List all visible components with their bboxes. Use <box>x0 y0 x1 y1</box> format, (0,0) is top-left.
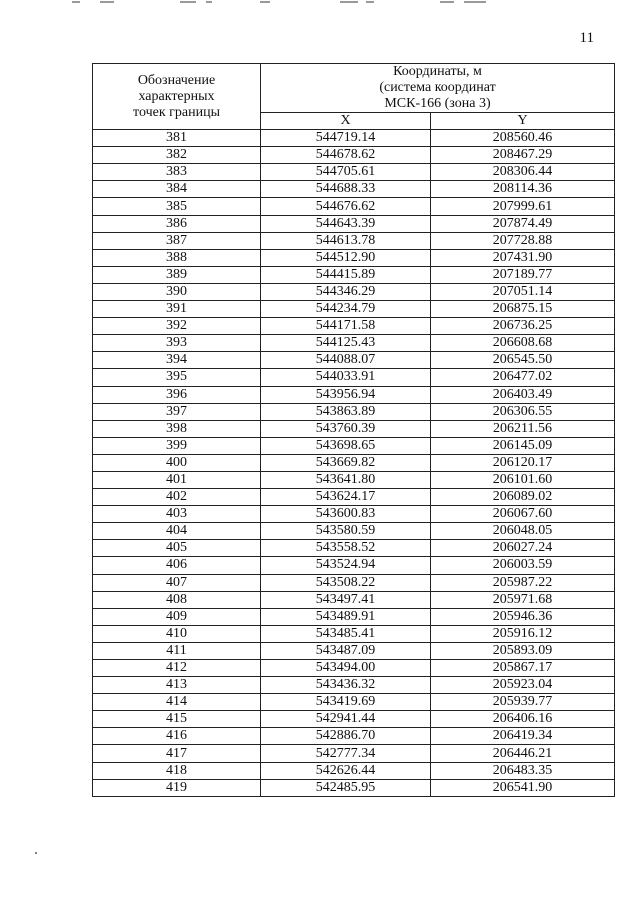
x-coordinate-cell: 543600.83 <box>261 506 431 523</box>
x-coordinate-cell: 544512.90 <box>261 249 431 266</box>
point-cell: 390 <box>93 283 261 300</box>
y-coordinate-cell: 205867.17 <box>431 660 615 677</box>
y-coordinate-cell: 206048.05 <box>431 523 615 540</box>
y-coordinate-cell: 206003.59 <box>431 557 615 574</box>
x-coordinate-cell: 544171.58 <box>261 318 431 335</box>
x-coordinate-cell: 542941.44 <box>261 711 431 728</box>
point-cell: 381 <box>93 130 261 147</box>
point-cell: 407 <box>93 574 261 591</box>
y-coordinate-cell: 206027.24 <box>431 540 615 557</box>
table-row <box>93 215 615 232</box>
y-coordinate-cell: 206145.09 <box>431 437 615 454</box>
point-cell: 397 <box>93 403 261 420</box>
table-row <box>93 608 615 625</box>
table-row <box>93 301 615 318</box>
point-cell: 387 <box>93 232 261 249</box>
point-cell: 404 <box>93 523 261 540</box>
table-row <box>93 232 615 249</box>
y-coordinate-cell: 206541.90 <box>431 779 615 796</box>
x-coordinate-cell: 543580.59 <box>261 523 431 540</box>
point-column-header <box>93 64 261 130</box>
page-number: 11 <box>579 30 594 46</box>
table-row <box>93 283 615 300</box>
point-cell: 382 <box>93 147 261 164</box>
y-coordinate-cell: 208560.46 <box>431 130 615 147</box>
point-cell: 408 <box>93 591 261 608</box>
table-row <box>93 386 615 403</box>
point-cell: 383 <box>93 164 261 181</box>
point-cell: 417 <box>93 745 261 762</box>
point-cell: 393 <box>93 335 261 352</box>
x-coordinate-cell: 543558.52 <box>261 540 431 557</box>
point-cell: 388 <box>93 249 261 266</box>
x-coordinate-cell: 543497.41 <box>261 591 431 608</box>
x-coordinate-cell: 544125.43 <box>261 335 431 352</box>
x-coordinate-cell: 544033.91 <box>261 369 431 386</box>
coordinates-header-line: МСК-166 (зона 3) <box>384 96 491 111</box>
x-coordinate-cell: 544676.62 <box>261 198 431 215</box>
table-row <box>93 420 615 437</box>
table-row <box>93 591 615 608</box>
x-column-header: X <box>261 113 431 130</box>
y-coordinate-cell: 205916.12 <box>431 625 615 642</box>
point-cell: 402 <box>93 489 261 506</box>
x-coordinate-cell: 544719.14 <box>261 130 431 147</box>
y-coordinate-cell: 207999.61 <box>431 198 615 215</box>
table-row <box>93 540 615 557</box>
x-coordinate-cell: 543641.80 <box>261 471 431 488</box>
point-cell: 391 <box>93 301 261 318</box>
table-row <box>93 711 615 728</box>
scan-speck <box>35 852 37 854</box>
point-cell: 418 <box>93 762 261 779</box>
x-coordinate-cell: 544613.78 <box>261 232 431 249</box>
x-coordinate-cell: 543487.09 <box>261 642 431 659</box>
table-row <box>93 677 615 694</box>
x-coordinate-cell: 543508.22 <box>261 574 431 591</box>
scan-edge-marks <box>60 0 580 6</box>
table-row <box>93 625 615 642</box>
x-coordinate-cell: 544088.07 <box>261 352 431 369</box>
y-coordinate-cell: 206403.49 <box>431 386 615 403</box>
point-cell: 389 <box>93 266 261 283</box>
table-row <box>93 352 615 369</box>
y-coordinate-cell: 205946.36 <box>431 608 615 625</box>
x-coordinate-cell: 543485.41 <box>261 625 431 642</box>
point-cell: 419 <box>93 779 261 796</box>
table-row <box>93 147 615 164</box>
x-coordinate-cell: 542485.95 <box>261 779 431 796</box>
coordinates-table <box>92 63 615 797</box>
x-coordinate-cell: 543624.17 <box>261 489 431 506</box>
point-header-line: характерных <box>138 88 215 104</box>
point-cell: 413 <box>93 677 261 694</box>
y-coordinate-cell: 206545.50 <box>431 352 615 369</box>
table-row <box>93 454 615 471</box>
coordinates-header-line: (система координат <box>379 80 496 95</box>
x-coordinate-cell: 543494.00 <box>261 660 431 677</box>
y-coordinate-cell: 206483.35 <box>431 762 615 779</box>
table-row <box>93 403 615 420</box>
coordinates-table-body <box>93 130 615 797</box>
table-row <box>93 249 615 266</box>
table-row <box>93 181 615 198</box>
table-row <box>93 369 615 386</box>
y-coordinate-cell: 206101.60 <box>431 471 615 488</box>
point-cell: 403 <box>93 506 261 523</box>
point-cell: 384 <box>93 181 261 198</box>
point-cell: 394 <box>93 352 261 369</box>
point-cell: 398 <box>93 420 261 437</box>
x-coordinate-cell: 543669.82 <box>261 454 431 471</box>
y-coordinate-cell: 206406.16 <box>431 711 615 728</box>
y-coordinate-cell: 206419.34 <box>431 728 615 745</box>
x-coordinate-cell: 544688.33 <box>261 181 431 198</box>
point-cell: 411 <box>93 642 261 659</box>
table-row <box>93 130 615 147</box>
point-cell: 385 <box>93 198 261 215</box>
table-row <box>93 728 615 745</box>
x-coordinate-cell: 544415.89 <box>261 266 431 283</box>
x-coordinate-cell: 543760.39 <box>261 420 431 437</box>
x-coordinate-cell: 542886.70 <box>261 728 431 745</box>
y-coordinate-cell: 205971.68 <box>431 591 615 608</box>
x-coordinate-cell: 543436.32 <box>261 677 431 694</box>
x-coordinate-cell: 542777.34 <box>261 745 431 762</box>
point-cell: 386 <box>93 215 261 232</box>
point-cell: 396 <box>93 386 261 403</box>
y-coordinate-cell: 205987.22 <box>431 574 615 591</box>
table-row <box>93 762 615 779</box>
y-coordinate-cell: 207728.88 <box>431 232 615 249</box>
y-coordinate-cell: 207431.90 <box>431 249 615 266</box>
table-row <box>93 506 615 523</box>
table-row <box>93 489 615 506</box>
x-coordinate-cell: 542626.44 <box>261 762 431 779</box>
point-cell: 401 <box>93 471 261 488</box>
point-header-line: точек границы <box>133 104 220 120</box>
x-coordinate-cell: 544705.61 <box>261 164 431 181</box>
table-row <box>93 266 615 283</box>
y-coordinate-cell: 206608.68 <box>431 335 615 352</box>
y-coordinate-cell: 206306.55 <box>431 403 615 420</box>
y-coordinate-cell: 205939.77 <box>431 694 615 711</box>
table-row <box>93 523 615 540</box>
table-row <box>93 437 615 454</box>
y-coordinate-cell: 206211.56 <box>431 420 615 437</box>
table-row <box>93 557 615 574</box>
x-coordinate-cell: 543698.65 <box>261 437 431 454</box>
point-cell: 406 <box>93 557 261 574</box>
y-coordinate-cell: 206875.15 <box>431 301 615 318</box>
table-row <box>93 694 615 711</box>
point-header-line: Обозначение <box>137 72 216 88</box>
table-row <box>93 745 615 762</box>
point-cell: 410 <box>93 625 261 642</box>
point-cell: 414 <box>93 694 261 711</box>
y-coordinate-cell: 205893.09 <box>431 642 615 659</box>
x-coordinate-cell: 544678.62 <box>261 147 431 164</box>
point-cell: 416 <box>93 728 261 745</box>
x-coordinate-cell: 543863.89 <box>261 403 431 420</box>
y-coordinate-cell: 207051.14 <box>431 283 615 300</box>
y-coordinate-cell: 206089.02 <box>431 489 615 506</box>
x-coordinate-cell: 543419.69 <box>261 694 431 711</box>
table-row <box>93 642 615 659</box>
x-coordinate-cell: 544346.29 <box>261 283 431 300</box>
x-coordinate-cell: 544234.79 <box>261 301 431 318</box>
x-coordinate-cell: 544643.39 <box>261 215 431 232</box>
y-coordinate-cell: 208306.44 <box>431 164 615 181</box>
x-coordinate-cell: 543956.94 <box>261 386 431 403</box>
y-coordinate-cell: 207189.77 <box>431 266 615 283</box>
table-row <box>93 574 615 591</box>
coordinates-header-line: Координаты, м <box>393 64 482 79</box>
point-cell: 395 <box>93 369 261 386</box>
table-row <box>93 471 615 488</box>
table-row <box>93 335 615 352</box>
y-coordinate-cell: 207874.49 <box>431 215 615 232</box>
y-coordinate-cell: 208467.29 <box>431 147 615 164</box>
table-row <box>93 660 615 677</box>
point-cell: 409 <box>93 608 261 625</box>
y-coordinate-cell: 206477.02 <box>431 369 615 386</box>
table-row <box>93 164 615 181</box>
y-coordinate-cell: 206120.17 <box>431 454 615 471</box>
table-row <box>93 779 615 796</box>
point-cell: 412 <box>93 660 261 677</box>
y-coordinate-cell: 206446.21 <box>431 745 615 762</box>
point-cell: 399 <box>93 437 261 454</box>
y-coordinate-cell: 206736.25 <box>431 318 615 335</box>
table-row <box>93 318 615 335</box>
point-cell: 392 <box>93 318 261 335</box>
point-cell: 405 <box>93 540 261 557</box>
point-cell: 400 <box>93 454 261 471</box>
table-row <box>93 198 615 215</box>
coordinates-header <box>261 64 615 113</box>
x-coordinate-cell: 543489.91 <box>261 608 431 625</box>
y-column-header: Y <box>431 113 615 130</box>
y-coordinate-cell: 205923.04 <box>431 677 615 694</box>
x-coordinate-cell: 543524.94 <box>261 557 431 574</box>
y-coordinate-cell: 208114.36 <box>431 181 615 198</box>
y-coordinate-cell: 206067.60 <box>431 506 615 523</box>
point-cell: 415 <box>93 711 261 728</box>
